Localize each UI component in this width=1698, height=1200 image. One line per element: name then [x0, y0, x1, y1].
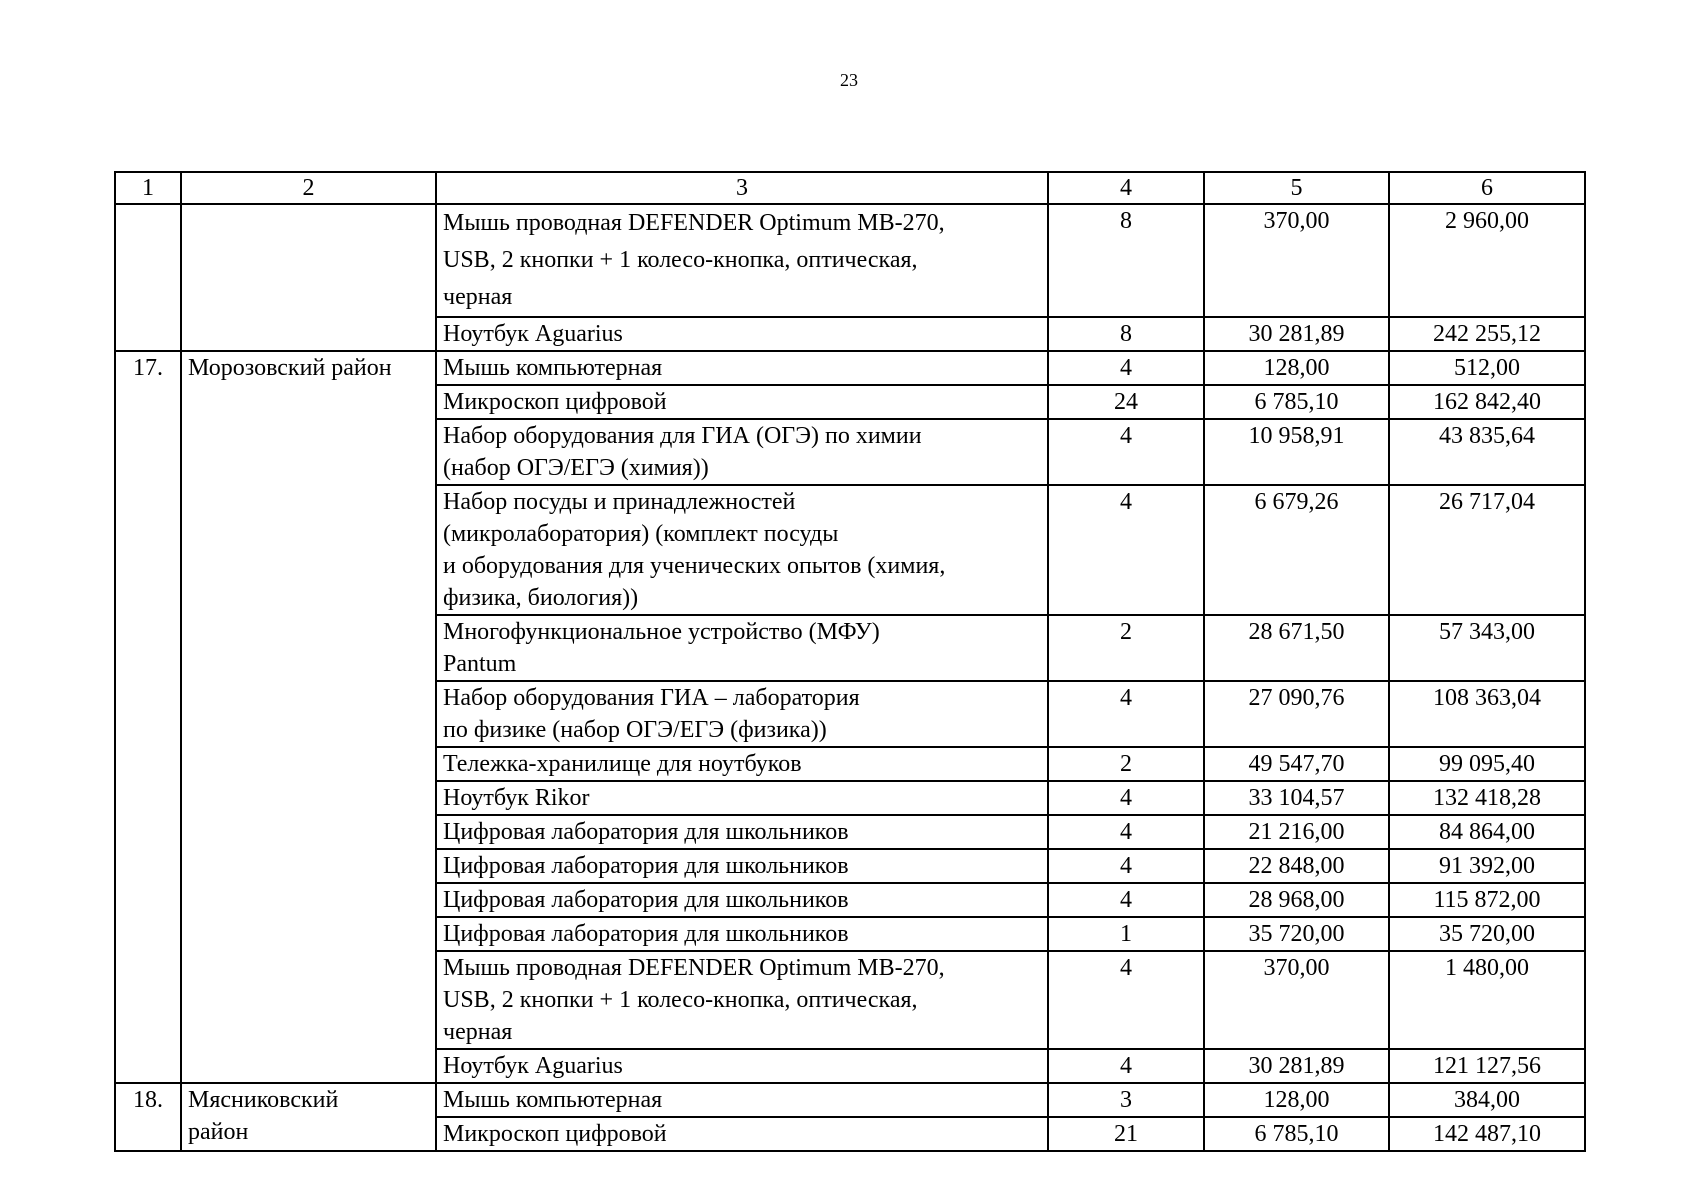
item-price: 28 671,50 [1204, 615, 1389, 681]
item-price: 22 848,00 [1204, 849, 1389, 883]
equipment-table [114, 171, 1586, 1152]
item-name: Цифровая лаборатория для школьников [436, 883, 1048, 917]
item-quantity: 3 [1048, 1083, 1204, 1117]
item-sum: 121 127,56 [1389, 1049, 1585, 1083]
item-sum: 512,00 [1389, 351, 1585, 385]
item-price: 28 968,00 [1204, 883, 1389, 917]
header-cell: 6 [1389, 172, 1585, 204]
item-price: 6 785,10 [1204, 1117, 1389, 1151]
item-quantity: 4 [1048, 849, 1204, 883]
item-name: Ноутбук Rikor [436, 781, 1048, 815]
item-sum: 162 842,40 [1389, 385, 1585, 419]
table-body [115, 172, 1585, 1151]
item-sum: 115 872,00 [1389, 883, 1585, 917]
group-number: 17. [115, 351, 181, 1083]
item-quantity: 4 [1048, 419, 1204, 485]
item-quantity: 4 [1048, 951, 1204, 1049]
header-cell: 4 [1048, 172, 1204, 204]
item-sum: 1 480,00 [1389, 951, 1585, 1049]
item-sum: 108 363,04 [1389, 681, 1585, 747]
item-quantity: 21 [1048, 1117, 1204, 1151]
item-quantity: 4 [1048, 883, 1204, 917]
item-price: 21 216,00 [1204, 815, 1389, 849]
item-sum: 35 720,00 [1389, 917, 1585, 951]
item-quantity: 8 [1048, 317, 1204, 351]
item-price: 10 958,91 [1204, 419, 1389, 485]
item-quantity: 4 [1048, 815, 1204, 849]
item-name: Микроскоп цифровой [436, 385, 1048, 419]
item-sum: 242 255,12 [1389, 317, 1585, 351]
group-number: 18. [115, 1083, 181, 1151]
table-row [115, 204, 1585, 317]
item-price: 6 679,26 [1204, 485, 1389, 615]
item-sum: 99 095,40 [1389, 747, 1585, 781]
item-price: 370,00 [1204, 951, 1389, 1049]
item-price: 33 104,57 [1204, 781, 1389, 815]
item-name: Набор оборудования для ГИА (ОГЭ) по химии (набор ОГЭ/ЕГЭ (химия)) [436, 419, 1048, 485]
item-price: 35 720,00 [1204, 917, 1389, 951]
item-price: 128,00 [1204, 1083, 1389, 1117]
item-price: 30 281,89 [1204, 317, 1389, 351]
item-sum: 2 960,00 [1389, 204, 1585, 317]
table-row [115, 1083, 1585, 1117]
item-sum: 43 835,64 [1389, 419, 1585, 485]
page-number: 23 [840, 70, 858, 90]
item-name: Набор оборудования ГИА – лаборатория по физике (набор ОГЭ/ЕГЭ (физика)) [436, 681, 1048, 747]
item-sum: 142 487,10 [1389, 1117, 1585, 1151]
header-row [115, 172, 1585, 204]
item-name: Цифровая лаборатория для школьников [436, 815, 1048, 849]
item-name: Мышь компьютерная [436, 1083, 1048, 1117]
item-sum: 84 864,00 [1389, 815, 1585, 849]
item-quantity: 4 [1048, 781, 1204, 815]
header-cell: 5 [1204, 172, 1389, 204]
item-quantity: 1 [1048, 917, 1204, 951]
item-sum: 91 392,00 [1389, 849, 1585, 883]
item-quantity: 2 [1048, 615, 1204, 681]
item-quantity: 4 [1048, 351, 1204, 385]
item-price: 6 785,10 [1204, 385, 1389, 419]
item-quantity: 8 [1048, 204, 1204, 317]
table-row [115, 351, 1585, 385]
item-name: Ноутбук Aguarius [436, 317, 1048, 351]
item-name: Многофункциональное устройство (МФУ) Pantum [436, 615, 1048, 681]
header-cell: 1 [115, 172, 181, 204]
item-price: 30 281,89 [1204, 1049, 1389, 1083]
item-sum: 384,00 [1389, 1083, 1585, 1117]
item-quantity: 4 [1048, 681, 1204, 747]
item-price: 370,00 [1204, 204, 1389, 317]
item-name: Цифровая лаборатория для школьников [436, 849, 1048, 883]
item-name: Мышь компьютерная [436, 351, 1048, 385]
item-quantity: 2 [1048, 747, 1204, 781]
region-name [181, 204, 436, 351]
item-sum: 132 418,28 [1389, 781, 1585, 815]
item-name: Тележка-хранилище для ноутбуков [436, 747, 1048, 781]
item-name: Микроскоп цифровой [436, 1117, 1048, 1151]
header-cell: 2 [181, 172, 436, 204]
item-quantity: 4 [1048, 485, 1204, 615]
item-quantity: 4 [1048, 1049, 1204, 1083]
item-price: 128,00 [1204, 351, 1389, 385]
item-sum: 26 717,04 [1389, 485, 1585, 615]
group-number [115, 204, 181, 351]
item-quantity: 24 [1048, 385, 1204, 419]
item-name: Набор посуды и принадлежностей (микролаборатория) (комплект посуды и оборудования для ученических опытов (химия, физика, биология)) [436, 485, 1048, 615]
item-price: 27 090,76 [1204, 681, 1389, 747]
region-name: Морозовский район [181, 351, 436, 1083]
region-name: Мясниковский район [181, 1083, 436, 1151]
header-cell: 3 [436, 172, 1048, 204]
item-price: 49 547,70 [1204, 747, 1389, 781]
item-sum: 57 343,00 [1389, 615, 1585, 681]
item-name: Ноутбук Aguarius [436, 1049, 1048, 1083]
item-name: Мышь проводная DEFENDER Optimum MB-270, USB, 2 кнопки + 1 колесо-кнопка, оптическая, черная [436, 951, 1048, 1049]
item-name: Цифровая лаборатория для школьников [436, 917, 1048, 951]
item-name: Мышь проводная DEFENDER Optimum MB-270, USB, 2 кнопки + 1 колесо-кнопка, оптическая, черная [436, 204, 1048, 317]
